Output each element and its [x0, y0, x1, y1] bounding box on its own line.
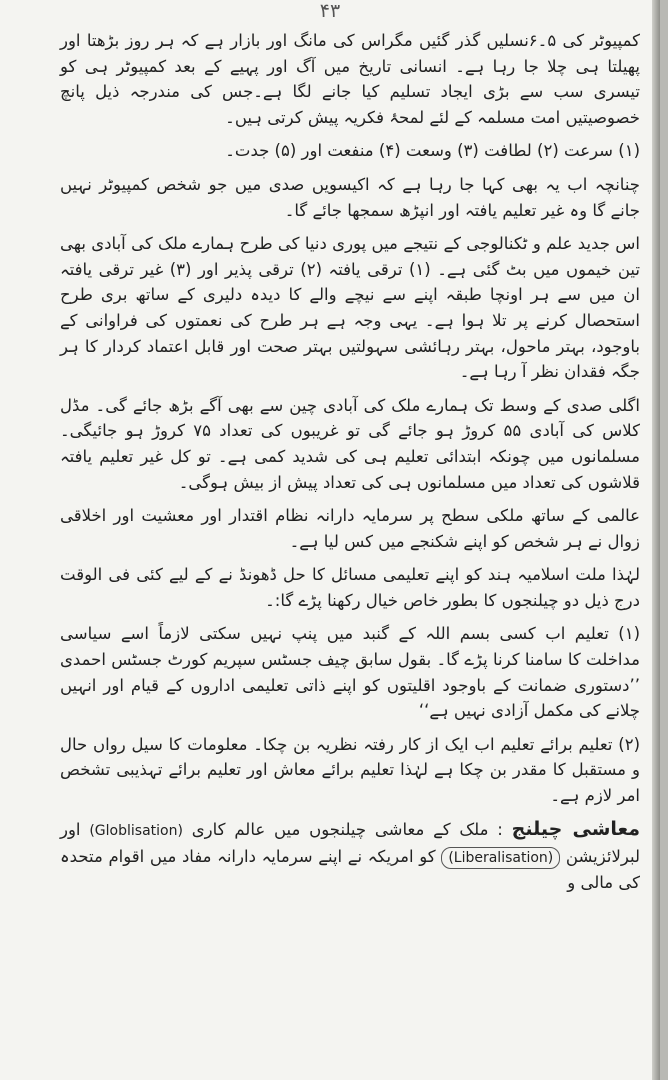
paragraph-two-challenges: لہٰذا ملت اسلامیہ ہند کو اپنے تعلیمی مسائل کا حل ڈھونڈ نے کے لیے کئی فی الوقت درج ذیل دو چیلنجوں کا بطور خاص خیال رکھنا پڑے گا:۔ — [60, 565, 640, 610]
paragraph-economic-challenge — [60, 817, 640, 896]
term-liberalisation: (Liberalisation) — [441, 847, 560, 869]
paragraph-illiterate-definition: چنانچہ اب یہ بھی کہا جا رہا ہے کہ اکیسویں صدی میں جو شخص کمپیوٹر نہیں جانے گا وہ غیر تعلیم یافتہ اور انپڑھ سمجھا جائے گا۔ — [60, 174, 640, 220]
paragraph-challenge-one: (۱) تعلیم اب کسی بسم اللہ کے گنبد میں پنپ نہیں سکتی لازماً اسے سیاسی مداخلت کا سامنا کرنا پڑے گا۔ بقول سابق چیف جسٹس سپریم کورٹ جسٹس احمدی ’’دستوری ضمانت کے باوجود اقلیتوں کو اپنے ذاتی تعلیمی اداروں کے قیام اور انہیں چلانے کی مکمل آزادی نہیں ہے‘‘ — [60, 624, 640, 721]
economic-text-a: ملک کے معاشی چیلنجوں میں عالم کاری — [191, 819, 489, 839]
page-body — [60, 28, 640, 903]
page-number: ۴۳ — [319, 0, 341, 22]
paragraph-challenge-two: (۲) تعلیم برائے تعلیم اب ایک از کار رفتہ نظریہ بن چکا۔ معلومات کا سیل رواں حال و مستقبل کا مقدر بن چکا ہے لہٰذا تعلیم برائے معاش اور تعلیم برائے تہذیبی تشخص امر لازم ہے۔ — [60, 734, 640, 806]
heading-colon: : — [497, 819, 503, 839]
economic-challenge-heading: معاشی چیلنج — [511, 817, 641, 840]
features-list: (۱) سرعت (۲) لطافت (۳) وسعت (۴) منفعت اور (۵) جدت۔ — [225, 141, 640, 161]
paragraph-computer-generations: کمپیوٹر کی ۵۔۶نسلیں گذر گئیں مگراس کی مانگ اور بازار ہے کہ ہر روز بڑھتا اور پھیلتا ہی چلا جا رہا ہے۔ انسانی تاریخ میں آگ اور پہیے کے بعد کمپیوٹر ہی کو تیسری سب سے بڑی ایجاد تسلیم کیا جانے لگا ہے۔جس کی مندرجہ ذیل پانچ خصوصیتیں امت مسلمہ کے لئے لمحۂ فکریہ پیش کرتی ہیں۔ — [60, 31, 640, 127]
paragraph-three-tiers: اس جدید علم و ٹکنالوجی کے نتیجے میں پوری دنیا کی طرح ہمارے ملک کی آبادی بھی تین خیموں میں بٹ گئی ہے۔ (۱) ترقی یافتہ (۲) ترقی پذیر اور (۳) غیر ترقی یافتہ ان میں سے ہر اونچا طبقہ اپنے سے نیچے والے کا دیدہ دلیری کے ساتھ بری طرح استحصال کرنے پر تلا ہوا ہے۔ یہی وجہ ہے ہر طرح کی نعمتوں کی فراوانی کے باوجود، بہتر ماحول، بہتر رہائشی سہولتیں بہتر صحت اور قابل اعتماد کردار کا ہر جگہ فقدان نظر آ رہا ہے۔ — [60, 234, 640, 382]
page-edge-shadow — [652, 0, 660, 1080]
term-globalisation: (Globlisation) — [89, 822, 183, 839]
economic-text-b: اور لبرلائزیشن — [60, 819, 640, 867]
economic-text-c: کو امریکہ نے اپنے سرمایہ دارانہ مفاد میں اقوام متحدہ کی مالی و — [60, 847, 640, 892]
paragraph-capitalism: عالمی کے ساتھ ملکی سطح پر سرمایہ دارانہ نظام اقتدار اور معشیت اور اخلاقی زوال نے ہر شخص کو اپنے شکنجے میں کس لیا ہے۔ — [60, 506, 640, 551]
paragraph-population: اگلی صدی کے وسط تک ہمارے ملک کی آبادی چین سے بھی آگے بڑھ جائے گی۔ مڈل کلاس کی آبادی ۵۵ کروڑ ہو جائے گی تو غریبوں کی تعداد ۷۵ کروڑ ہو جائیگی۔ مسلمانوں میں چونکہ ابتدائی تعلیم ہی کی شدید کمی ہے۔ تو کل غیر تعلیم یافتہ قلاشوں کی تعداد میں مسلمانوں ہی کی تعداد پیش از بیش ہوگی۔ — [60, 395, 641, 492]
